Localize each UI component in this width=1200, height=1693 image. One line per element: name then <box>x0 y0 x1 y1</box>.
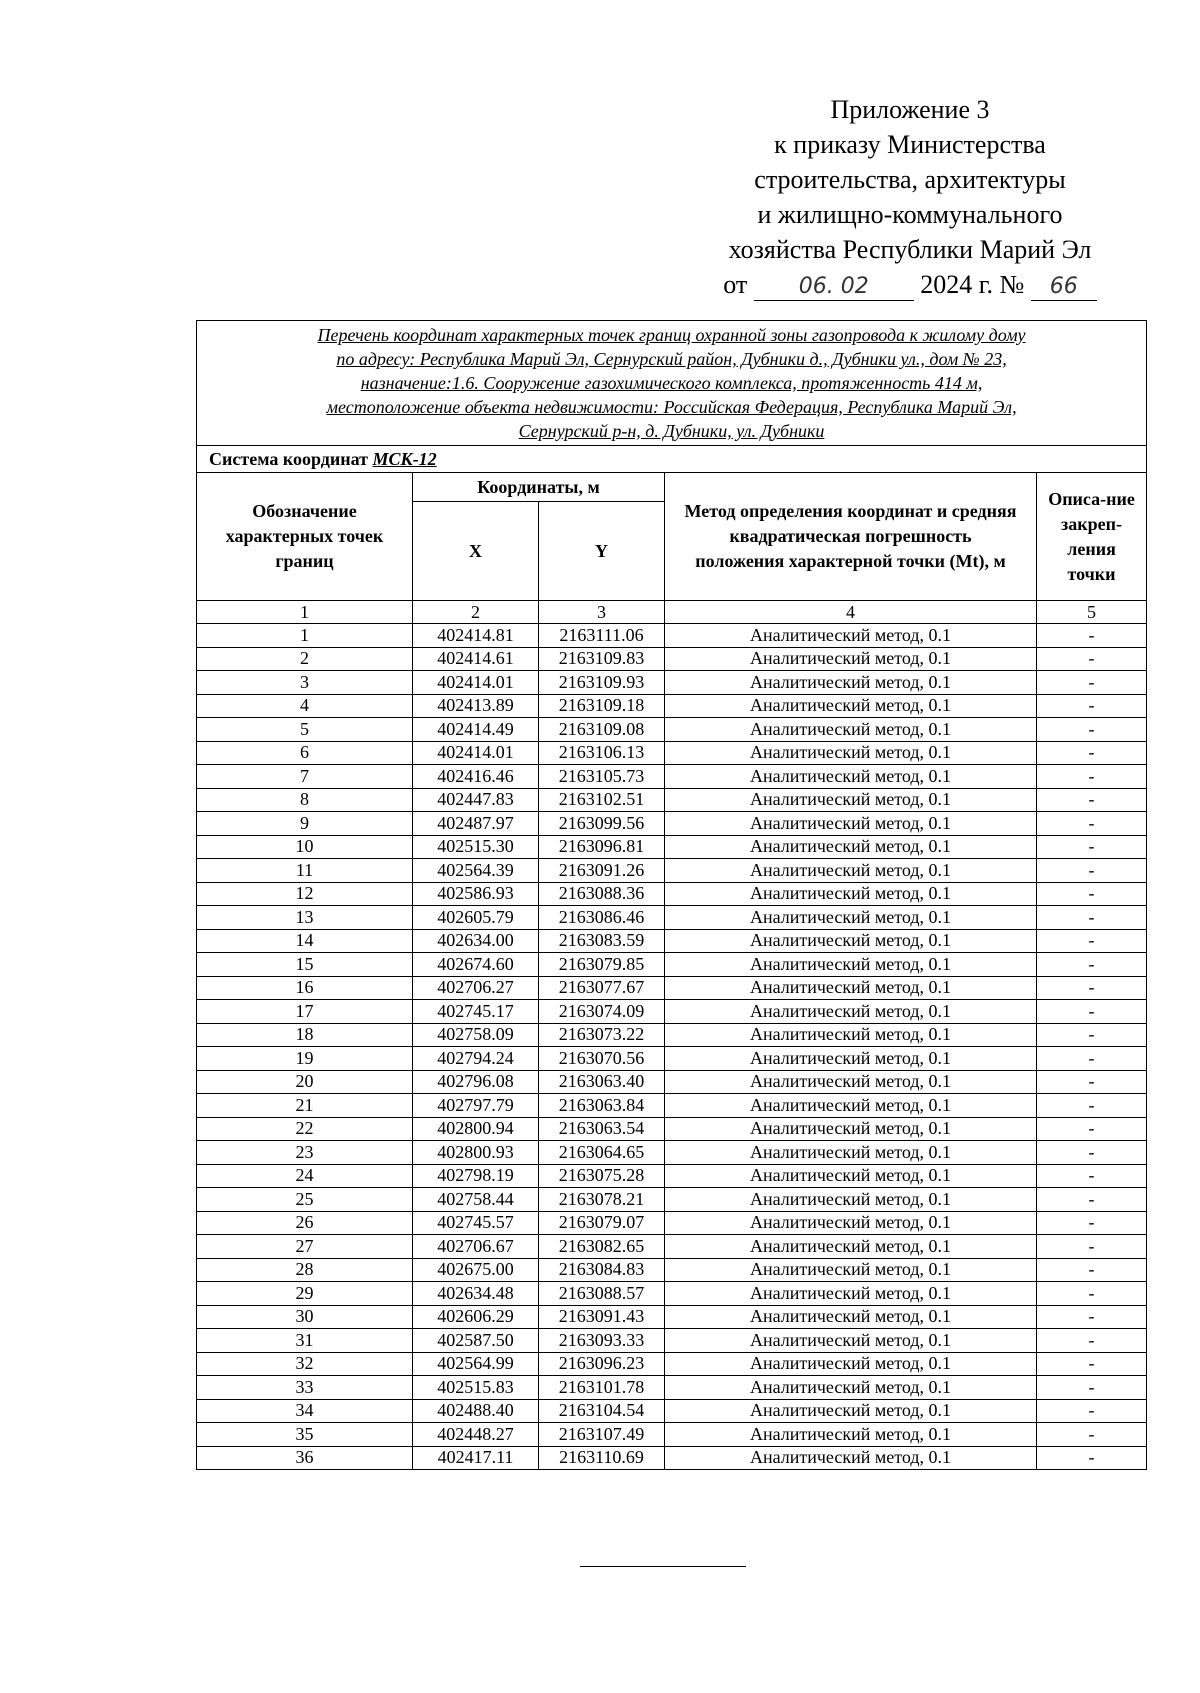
y-coordinate-cell: 2163096.23 <box>539 1352 665 1376</box>
y-coordinate-cell: 2163101.78 <box>539 1376 665 1400</box>
description-cell: - <box>1037 647 1147 671</box>
x-coordinate-cell: 402414.01 <box>413 741 539 765</box>
description-cell: - <box>1037 882 1147 906</box>
method-cell: Аналитический метод, 0.1 <box>665 1211 1037 1235</box>
point-number-cell: 36 <box>197 1446 413 1470</box>
column-number: 3 <box>539 601 665 624</box>
description-cell: - <box>1037 929 1147 953</box>
table-row <box>197 694 1147 718</box>
x-coordinate-cell: 402634.00 <box>413 929 539 953</box>
y-coordinate-cell: 2163099.56 <box>539 812 665 836</box>
table-title-line: Перечень координат характерных точек границ охранной зоны газопровода к жилому дому <box>317 325 1026 345</box>
annex-date-line <box>690 267 1130 302</box>
y-coordinate-cell: 2163106.13 <box>539 741 665 765</box>
point-number-cell: 29 <box>197 1282 413 1306</box>
column-number-row <box>197 601 1147 624</box>
description-cell: - <box>1037 1329 1147 1353</box>
x-coordinate-cell: 402414.61 <box>413 647 539 671</box>
table-row <box>197 765 1147 789</box>
coordinate-system-row <box>197 446 1147 473</box>
x-coordinate-cell: 402414.81 <box>413 624 539 648</box>
y-coordinate-cell: 2163082.65 <box>539 1235 665 1259</box>
point-number-cell: 20 <box>197 1070 413 1094</box>
x-coordinate-cell: 402758.44 <box>413 1188 539 1212</box>
point-number-cell: 35 <box>197 1423 413 1447</box>
table-row <box>197 859 1147 883</box>
point-number-cell: 26 <box>197 1211 413 1235</box>
x-coordinate-cell: 402675.00 <box>413 1258 539 1282</box>
column-number: 1 <box>197 601 413 624</box>
x-coordinate-cell: 402414.49 <box>413 718 539 742</box>
x-coordinate-cell: 402606.29 <box>413 1305 539 1329</box>
y-coordinate-cell: 2163088.36 <box>539 882 665 906</box>
point-number-cell: 6 <box>197 741 413 765</box>
method-cell: Аналитический метод, 0.1 <box>665 1329 1037 1353</box>
point-number-cell: 21 <box>197 1094 413 1118</box>
point-number-cell: 5 <box>197 718 413 742</box>
x-coordinate-cell: 402515.83 <box>413 1376 539 1400</box>
point-number-cell: 13 <box>197 906 413 930</box>
method-cell: Аналитический метод, 0.1 <box>665 741 1037 765</box>
y-coordinate-cell: 2163073.22 <box>539 1023 665 1047</box>
description-cell: - <box>1037 1188 1147 1212</box>
x-coordinate-cell: 402564.39 <box>413 859 539 883</box>
method-cell: Аналитический метод, 0.1 <box>665 953 1037 977</box>
x-coordinate-cell: 402605.79 <box>413 906 539 930</box>
description-cell: - <box>1037 953 1147 977</box>
from-label: от <box>723 270 748 299</box>
method-cell: Аналитический метод, 0.1 <box>665 1258 1037 1282</box>
method-cell: Аналитический метод, 0.1 <box>665 929 1037 953</box>
method-cell: Аналитический метод, 0.1 <box>665 788 1037 812</box>
description-cell: - <box>1037 1023 1147 1047</box>
point-number-cell: 28 <box>197 1258 413 1282</box>
table-row <box>197 788 1147 812</box>
method-cell: Аналитический метод, 0.1 <box>665 1305 1037 1329</box>
table-row <box>197 624 1147 648</box>
annex-line-5: хозяйства Республики Марий Эл <box>728 235 1092 264</box>
point-number-cell: 33 <box>197 1376 413 1400</box>
y-coordinate-cell: 2163093.33 <box>539 1329 665 1353</box>
method-cell: Аналитический метод, 0.1 <box>665 1000 1037 1024</box>
table-row <box>197 1164 1147 1188</box>
table-row <box>197 1023 1147 1047</box>
x-coordinate-cell: 402706.27 <box>413 976 539 1000</box>
description-cell: - <box>1037 1305 1147 1329</box>
method-cell: Аналитический метод, 0.1 <box>665 1164 1037 1188</box>
table-row <box>197 1423 1147 1447</box>
method-cell: Аналитический метод, 0.1 <box>665 1117 1037 1141</box>
description-cell: - <box>1037 1446 1147 1470</box>
table-row <box>197 1329 1147 1353</box>
method-cell: Аналитический метод, 0.1 <box>665 1282 1037 1306</box>
y-coordinate-cell: 2163063.40 <box>539 1070 665 1094</box>
description-cell: - <box>1037 859 1147 883</box>
header-y: Y <box>539 502 665 601</box>
point-number-cell: 25 <box>197 1188 413 1212</box>
annex-line-2: к приказу Министерства <box>774 130 1046 159</box>
method-cell: Аналитический метод, 0.1 <box>665 1023 1037 1047</box>
point-number-cell: 31 <box>197 1329 413 1353</box>
x-coordinate-cell: 402674.60 <box>413 953 539 977</box>
y-coordinate-cell: 2163109.18 <box>539 694 665 718</box>
x-coordinate-cell: 402487.97 <box>413 812 539 836</box>
table-row <box>197 812 1147 836</box>
point-number-cell: 17 <box>197 1000 413 1024</box>
point-number-cell: 18 <box>197 1023 413 1047</box>
method-cell: Аналитический метод, 0.1 <box>665 1235 1037 1259</box>
description-cell: - <box>1037 976 1147 1000</box>
description-cell: - <box>1037 1235 1147 1259</box>
x-coordinate-cell: 402634.48 <box>413 1282 539 1306</box>
table-row <box>197 976 1147 1000</box>
x-coordinate-cell: 402798.19 <box>413 1164 539 1188</box>
point-number-cell: 14 <box>197 929 413 953</box>
y-coordinate-cell: 2163064.65 <box>539 1141 665 1165</box>
point-number-cell: 34 <box>197 1399 413 1423</box>
coordinates-table <box>196 320 1147 1470</box>
table-row <box>197 1235 1147 1259</box>
point-number-cell: 19 <box>197 1047 413 1071</box>
description-cell: - <box>1037 1282 1147 1306</box>
y-coordinate-cell: 2163104.54 <box>539 1399 665 1423</box>
y-coordinate-cell: 2163077.67 <box>539 976 665 1000</box>
y-coordinate-cell: 2163091.43 <box>539 1305 665 1329</box>
coordinate-system-label: Система координат <box>209 448 368 469</box>
table-row <box>197 1305 1147 1329</box>
description-cell: - <box>1037 1164 1147 1188</box>
table-row <box>197 1188 1147 1212</box>
table-row <box>197 1141 1147 1165</box>
x-coordinate-cell: 402414.01 <box>413 671 539 695</box>
x-coordinate-cell: 402586.93 <box>413 882 539 906</box>
method-cell: Аналитический метод, 0.1 <box>665 1352 1037 1376</box>
method-cell: Аналитический метод, 0.1 <box>665 976 1037 1000</box>
point-number-cell: 24 <box>197 1164 413 1188</box>
x-coordinate-cell: 402416.46 <box>413 765 539 789</box>
description-cell: - <box>1037 835 1147 859</box>
header-desc: Описа-ние закреп-ления точки <box>1037 473 1147 601</box>
table-title-line: по адресу: Республика Марий Эл, Сернурский район, Дубники д., Дубники ул., дом № 23, <box>336 349 1007 369</box>
point-number-cell: 7 <box>197 765 413 789</box>
method-cell: Аналитический метод, 0.1 <box>665 1423 1037 1447</box>
method-cell: Аналитический метод, 0.1 <box>665 1376 1037 1400</box>
description-cell: - <box>1037 1211 1147 1235</box>
method-cell: Аналитический метод, 0.1 <box>665 765 1037 789</box>
description-cell: - <box>1037 1376 1147 1400</box>
method-cell: Аналитический метод, 0.1 <box>665 647 1037 671</box>
method-cell: Аналитический метод, 0.1 <box>665 1070 1037 1094</box>
description-cell: - <box>1037 906 1147 930</box>
description-cell: - <box>1037 624 1147 648</box>
description-cell: - <box>1037 812 1147 836</box>
annex-line-4: и жилищно-коммунального <box>757 200 1063 229</box>
x-coordinate-cell: 402745.57 <box>413 1211 539 1235</box>
x-coordinate-cell: 402587.50 <box>413 1329 539 1353</box>
point-number-cell: 8 <box>197 788 413 812</box>
x-coordinate-cell: 402794.24 <box>413 1047 539 1071</box>
x-coordinate-cell: 402515.30 <box>413 835 539 859</box>
annex-line-3: строительства, архитектуры <box>754 165 1066 194</box>
method-cell: Аналитический метод, 0.1 <box>665 1399 1037 1423</box>
point-number-cell: 12 <box>197 882 413 906</box>
y-coordinate-cell: 2163075.28 <box>539 1164 665 1188</box>
method-cell: Аналитический метод, 0.1 <box>665 1446 1037 1470</box>
method-cell: Аналитический метод, 0.1 <box>665 882 1037 906</box>
x-coordinate-cell: 402417.11 <box>413 1446 539 1470</box>
y-coordinate-cell: 2163105.73 <box>539 765 665 789</box>
point-number-cell: 32 <box>197 1352 413 1376</box>
method-cell: Аналитический метод, 0.1 <box>665 694 1037 718</box>
table-row <box>197 647 1147 671</box>
y-coordinate-cell: 2163084.83 <box>539 1258 665 1282</box>
y-coordinate-cell: 2163109.83 <box>539 647 665 671</box>
table-row <box>197 1352 1147 1376</box>
header-point: Обозначение характерных точек границ <box>197 473 413 601</box>
point-number-cell: 9 <box>197 812 413 836</box>
point-number-cell: 30 <box>197 1305 413 1329</box>
y-coordinate-cell: 2163083.59 <box>539 929 665 953</box>
description-cell: - <box>1037 671 1147 695</box>
annex-line-1: Приложение 3 <box>830 95 990 124</box>
x-coordinate-cell: 402745.17 <box>413 1000 539 1024</box>
table-title <box>197 321 1147 446</box>
table-row <box>197 835 1147 859</box>
description-cell: - <box>1037 741 1147 765</box>
method-cell: Аналитический метод, 0.1 <box>665 835 1037 859</box>
y-coordinate-cell: 2163096.81 <box>539 835 665 859</box>
handwritten-order-number: 66 <box>1031 274 1097 301</box>
table-row <box>197 1211 1147 1235</box>
description-cell: - <box>1037 1094 1147 1118</box>
y-coordinate-cell: 2163110.69 <box>539 1446 665 1470</box>
y-coordinate-cell: 2163091.26 <box>539 859 665 883</box>
x-coordinate-cell: 402800.93 <box>413 1141 539 1165</box>
table-row <box>197 1070 1147 1094</box>
point-number-cell: 2 <box>197 647 413 671</box>
description-cell: - <box>1037 1399 1147 1423</box>
table-title-line: Сернурский р-н, д. Дубники, ул. Дубники <box>518 421 825 441</box>
point-number-cell: 23 <box>197 1141 413 1165</box>
y-coordinate-cell: 2163102.51 <box>539 788 665 812</box>
y-coordinate-cell: 2163086.46 <box>539 906 665 930</box>
description-cell: - <box>1037 1141 1147 1165</box>
table-title-line: назначение:1.6. Сооружение газохимического комплекса, протяженность 414 м, <box>360 373 983 393</box>
x-coordinate-cell: 402448.27 <box>413 1423 539 1447</box>
description-cell: - <box>1037 1352 1147 1376</box>
point-number-cell: 27 <box>197 1235 413 1259</box>
table-title-line: местоположение объекта недвижимости: Российская Федерация, Республика Марий Эл, <box>326 397 1017 417</box>
table-row <box>197 741 1147 765</box>
description-cell: - <box>1037 1258 1147 1282</box>
x-coordinate-cell: 402797.79 <box>413 1094 539 1118</box>
point-number-cell: 10 <box>197 835 413 859</box>
column-number: 2 <box>413 601 539 624</box>
header-x: X <box>413 502 539 601</box>
description-cell: - <box>1037 1000 1147 1024</box>
table-row <box>197 718 1147 742</box>
description-cell: - <box>1037 1070 1147 1094</box>
description-cell: - <box>1037 1423 1147 1447</box>
y-coordinate-cell: 2163074.09 <box>539 1000 665 1024</box>
method-cell: Аналитический метод, 0.1 <box>665 859 1037 883</box>
x-coordinate-cell: 402796.08 <box>413 1070 539 1094</box>
table-row <box>197 671 1147 695</box>
column-number: 4 <box>665 601 1037 624</box>
method-cell: Аналитический метод, 0.1 <box>665 812 1037 836</box>
table-row <box>197 1047 1147 1071</box>
y-coordinate-cell: 2163070.56 <box>539 1047 665 1071</box>
table-row <box>197 1094 1147 1118</box>
method-cell: Аналитический метод, 0.1 <box>665 906 1037 930</box>
table-row <box>197 1282 1147 1306</box>
point-number-cell: 22 <box>197 1117 413 1141</box>
y-coordinate-cell: 2163109.93 <box>539 671 665 695</box>
table-row <box>197 906 1147 930</box>
x-coordinate-cell: 402706.67 <box>413 1235 539 1259</box>
point-number-cell: 1 <box>197 624 413 648</box>
y-coordinate-cell: 2163088.57 <box>539 1282 665 1306</box>
table-row <box>197 1258 1147 1282</box>
table-row <box>197 1446 1147 1470</box>
handwritten-date: 06. 02 <box>754 274 914 301</box>
point-number-cell: 4 <box>197 694 413 718</box>
method-cell: Аналитический метод, 0.1 <box>665 1094 1037 1118</box>
table-row <box>197 953 1147 977</box>
x-coordinate-cell: 402413.89 <box>413 694 539 718</box>
table-row <box>197 929 1147 953</box>
description-cell: - <box>1037 1047 1147 1071</box>
y-coordinate-cell: 2163078.21 <box>539 1188 665 1212</box>
method-cell: Аналитический метод, 0.1 <box>665 1141 1037 1165</box>
table-row <box>197 1376 1147 1400</box>
point-number-cell: 3 <box>197 671 413 695</box>
y-coordinate-cell: 2163063.54 <box>539 1117 665 1141</box>
x-coordinate-cell: 402564.99 <box>413 1352 539 1376</box>
method-cell: Аналитический метод, 0.1 <box>665 718 1037 742</box>
y-coordinate-cell: 2163063.84 <box>539 1094 665 1118</box>
table-row <box>197 1000 1147 1024</box>
annex-header <box>690 92 1130 302</box>
point-number-cell: 11 <box>197 859 413 883</box>
table-row <box>197 882 1147 906</box>
y-coordinate-cell: 2163079.85 <box>539 953 665 977</box>
description-cell: - <box>1037 765 1147 789</box>
y-coordinate-cell: 2163107.49 <box>539 1423 665 1447</box>
method-cell: Аналитический метод, 0.1 <box>665 671 1037 695</box>
description-cell: - <box>1037 788 1147 812</box>
column-number: 5 <box>1037 601 1147 624</box>
description-cell: - <box>1037 1117 1147 1141</box>
x-coordinate-cell: 402488.40 <box>413 1399 539 1423</box>
x-coordinate-cell: 402758.09 <box>413 1023 539 1047</box>
year-number-label: 2024 г. № <box>920 270 1025 299</box>
description-cell: - <box>1037 718 1147 742</box>
description-cell: - <box>1037 694 1147 718</box>
table-row <box>197 1117 1147 1141</box>
header-method: Метод определения координат и средняя квадратическая погрешность положения характерной точки (Mt), м <box>665 473 1037 601</box>
coordinate-system-name: МСК-12 <box>372 448 437 469</box>
method-cell: Аналитический метод, 0.1 <box>665 1188 1037 1212</box>
method-cell: Аналитический метод, 0.1 <box>665 1047 1037 1071</box>
point-number-cell: 15 <box>197 953 413 977</box>
y-coordinate-cell: 2163079.07 <box>539 1211 665 1235</box>
method-cell: Аналитический метод, 0.1 <box>665 624 1037 648</box>
bottom-divider <box>580 1566 746 1567</box>
table-row <box>197 1399 1147 1423</box>
y-coordinate-cell: 2163109.08 <box>539 718 665 742</box>
x-coordinate-cell: 402800.94 <box>413 1117 539 1141</box>
y-coordinate-cell: 2163111.06 <box>539 624 665 648</box>
point-number-cell: 16 <box>197 976 413 1000</box>
x-coordinate-cell: 402447.83 <box>413 788 539 812</box>
header-coords: Координаты, м <box>413 473 665 502</box>
